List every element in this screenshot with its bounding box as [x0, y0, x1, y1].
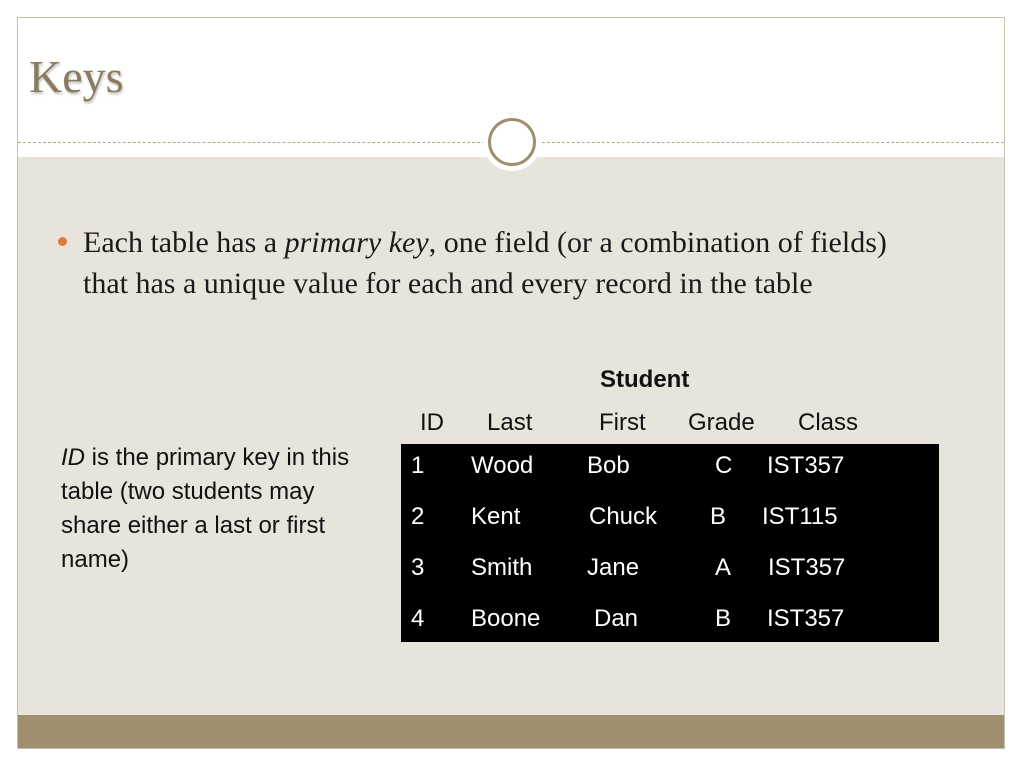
cell-class: IST357 [768, 554, 846, 581]
cell-grade: B [710, 503, 727, 530]
header-first: First [599, 409, 646, 436]
header-grade: Grade [688, 409, 755, 436]
table-row [401, 546, 939, 597]
cell-grade: B [715, 605, 732, 632]
table-row [401, 597, 939, 648]
cell-first: Dan [594, 605, 639, 632]
side-note [61, 441, 351, 577]
slide-title: Keys [29, 51, 124, 102]
cell-id: 3 [411, 554, 425, 581]
cell-grade: C [715, 452, 733, 479]
table-caption: Student [600, 366, 690, 393]
cell-last: Kent [471, 503, 521, 530]
bullet-text-end: , one field (or a combination of fields) that has a unique value for each and every record in the table [83, 226, 887, 300]
cell-class: IST357 [767, 452, 845, 479]
divider-ring-icon [488, 118, 536, 166]
bullet-text-start: Each table has a [83, 226, 285, 259]
student-table [401, 444, 939, 642]
cell-first: Chuck [589, 503, 658, 530]
table-row [401, 444, 939, 495]
cell-grade: A [715, 554, 732, 581]
cell-class: IST357 [767, 605, 845, 632]
cell-class: IST115 [762, 503, 838, 530]
cell-last: Boone [471, 605, 541, 632]
bullet-text-emphasis: primary key [284, 226, 429, 259]
cell-id: 2 [411, 503, 425, 530]
cell-id: 1 [411, 452, 425, 479]
header-last: Last [487, 409, 533, 436]
header-class: Class [798, 409, 859, 436]
table-header-row [400, 409, 940, 439]
header-id: ID [420, 409, 444, 436]
bullet-dot-icon [58, 237, 67, 246]
cell-last: Smith [471, 554, 533, 581]
cell-first: Bob [587, 452, 630, 479]
bullet-item [58, 222, 938, 304]
cell-id: 4 [411, 605, 425, 632]
table-row [401, 495, 939, 546]
footer-band [18, 715, 1004, 748]
side-note-emphasis: ID [61, 444, 85, 471]
cell-last: Wood [471, 452, 534, 479]
side-note-text: is the primary key in this table (two students may share either a last or first name) [61, 444, 350, 573]
bullet-text [83, 222, 938, 304]
cell-first: Jane [587, 554, 640, 581]
